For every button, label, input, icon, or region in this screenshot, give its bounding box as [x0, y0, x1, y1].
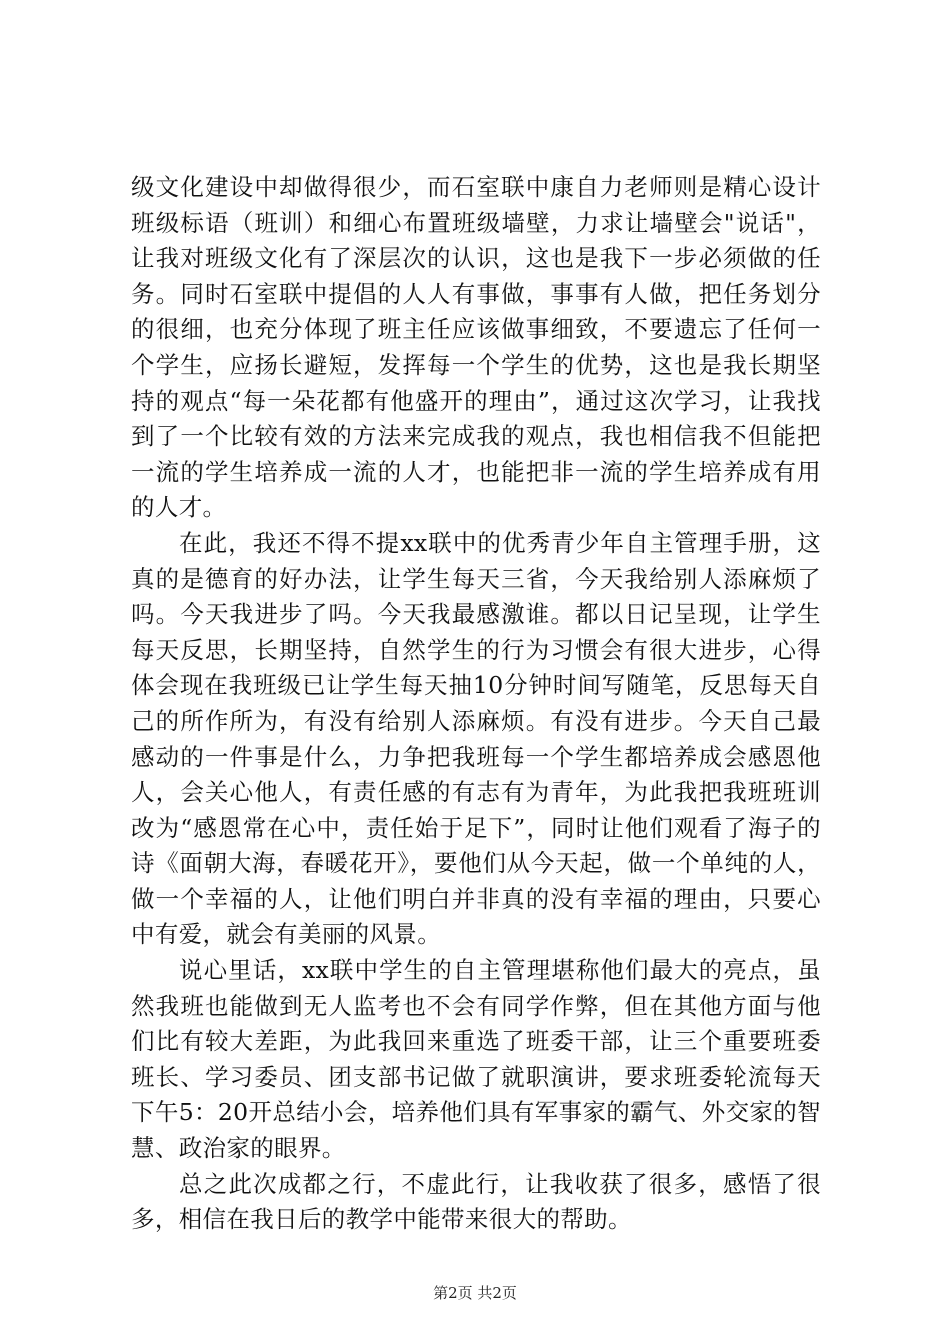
paragraph-self-management-handbook: 在此，我还不得不提xx联中的优秀青少年自主管理手册，这真的是德育的好办法，让学生每天三省，今天我给别人添麻烦了吗。今天我进步了吗。今天我最感激谁。都以日记呈现，让学生每天反思，长期坚持，自然学生的行为习惯会有很大进步，心得体会现在我班级已让学生每天抽10分钟时间写随笔，反思每天自己的所作所为，有没有给别人添麻烦。有没有进步。今天自己最感动的一件事是什么，力争把我班每一个学生都培养成会感恩他人，会关心他人，有责任感的有志有为青年，为此我把我班班训改为“感恩常在心中，责任始于足下”，同时让他们观看了海子的诗《面朝大海，春暖花开》，要他们从今天起，做一个单纯的人，做一个幸福的人，让他们明白并非真的没有幸福的理由，只要心中有爱，就会有美丽的风景。: [131, 528, 821, 949]
paragraph-conclusion: 总之此次成都之行，不虚此行，让我收获了很多，感悟了很多，相信在我日后的教学中能带来很大的帮助。: [131, 1169, 821, 1234]
document-body: [131, 170, 821, 1238]
paragraph-student-self-management: 说心里话，xx联中学生的自主管理堪称他们最大的亮点，虽然我班也能做到无人监考也不会有同学作弊，但在其他方面与他们比有较大差距，为此我回来重选了班委干部，让三个重要班委班长、学习委员、团支部书记做了就职演讲，要求班委轮流每天下午5：20开总结小会，培养他们具有军事家的霸气、外交家的智慧、政治家的眼界。: [131, 956, 821, 1163]
paragraph-continuation: 级文化建设中却做得很少，而石室联中康自力老师则是精心设计班级标语（班训）和细心布置班级墙壁，力求让墙壁会"说话"，让我对班级文化有了深层次的认识，这也是我下一步必须做的任务。同时石室联中提倡的人人有事做，事事有人做，把任务划分的很细，也充分体现了班主任应该做事细致，不要遗忘了任何一个学生，应扬长避短，发挥每一个学生的优势，这也是我长期坚持的观点“每一朵花都有他盛开的理由”，通过这次学习，让我找到了一个比较有效的方法来完成我的观点，我也相信我不但能把一流的学生培养成一流的人才，也能把非一流的学生培养成有用的人才。: [131, 173, 821, 522]
page-number-footer: 第2页 共2页: [433, 1284, 517, 1302]
